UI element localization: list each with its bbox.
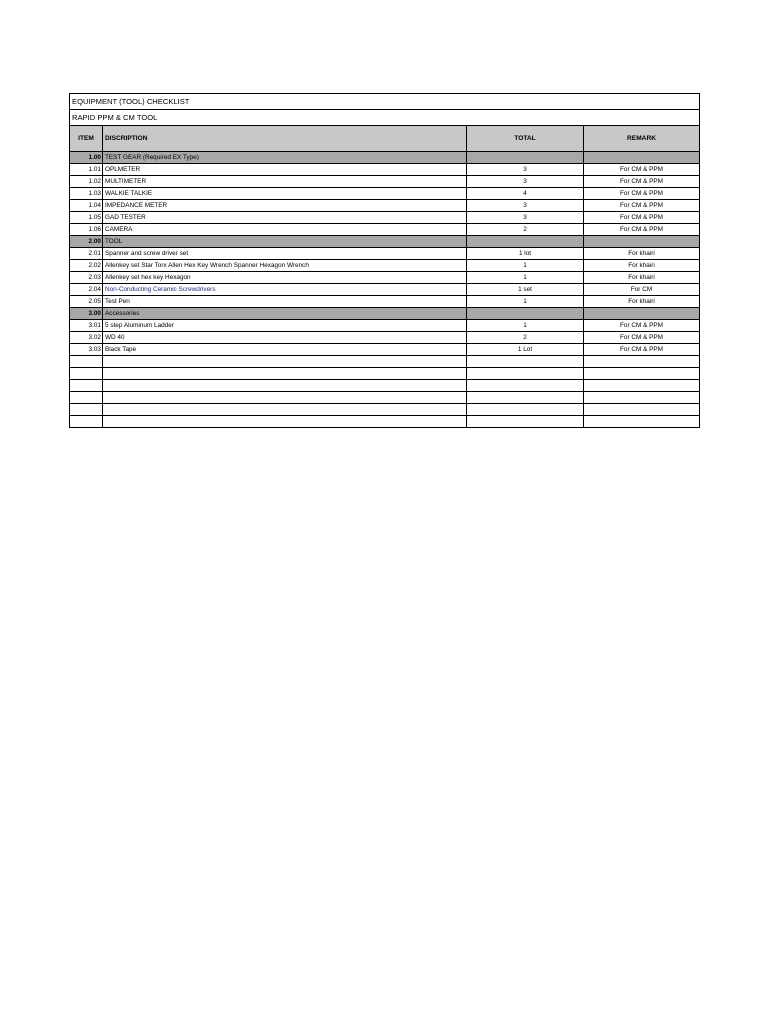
description-cell: Allenkey set hex key Hexagon bbox=[103, 272, 467, 284]
item-number-cell: 3.00 bbox=[70, 308, 103, 320]
table-row bbox=[70, 392, 700, 404]
table-row bbox=[70, 380, 700, 392]
remark-cell: For CM bbox=[584, 284, 700, 296]
total-cell bbox=[467, 236, 584, 248]
title-row bbox=[70, 94, 700, 110]
table-row bbox=[70, 260, 700, 272]
section-row bbox=[70, 152, 700, 164]
table-row bbox=[70, 404, 700, 416]
column-header-description: DISCRIPTION bbox=[103, 126, 467, 152]
remark-cell: For CM & PPM bbox=[584, 332, 700, 344]
remark-cell: For CM & PPM bbox=[584, 320, 700, 332]
subtitle-row bbox=[70, 110, 700, 126]
checklist-table bbox=[69, 93, 700, 428]
remark-cell: For CM & PPM bbox=[584, 200, 700, 212]
remark-cell bbox=[584, 152, 700, 164]
remark-cell: For CM & PPM bbox=[584, 212, 700, 224]
remark-cell: For khairi bbox=[584, 296, 700, 308]
item-number-cell: 1.04 bbox=[70, 200, 103, 212]
section-row bbox=[70, 236, 700, 248]
remark-cell: For CM & PPM bbox=[584, 224, 700, 236]
total-cell bbox=[467, 308, 584, 320]
remark-cell: For khairi bbox=[584, 272, 700, 284]
item-number-cell bbox=[70, 356, 103, 368]
document-subtitle: RAPID PPM & CM TOOL bbox=[70, 110, 700, 126]
item-number-cell: 2.03 bbox=[70, 272, 103, 284]
item-number-cell: 1.03 bbox=[70, 188, 103, 200]
remark-cell bbox=[584, 236, 700, 248]
remark-cell bbox=[584, 380, 700, 392]
checklist-sheet bbox=[69, 93, 699, 428]
remark-cell: For khairi bbox=[584, 260, 700, 272]
total-cell: 3 bbox=[467, 212, 584, 224]
item-number-cell: 1.06 bbox=[70, 224, 103, 236]
total-cell: 1 bbox=[467, 272, 584, 284]
item-number-cell: 2.00 bbox=[70, 236, 103, 248]
total-cell: 2 bbox=[467, 332, 584, 344]
item-number-cell: 2.05 bbox=[70, 296, 103, 308]
remark-cell bbox=[584, 356, 700, 368]
table-row bbox=[70, 200, 700, 212]
table-row bbox=[70, 296, 700, 308]
item-number-cell: 1.00 bbox=[70, 152, 103, 164]
total-cell: 3 bbox=[467, 164, 584, 176]
description-cell: TOOL bbox=[103, 236, 467, 248]
total-cell bbox=[467, 392, 584, 404]
column-header-total: TOTAL bbox=[467, 126, 584, 152]
description-cell: 5 step Aluminum Ladder bbox=[103, 320, 467, 332]
description-cell bbox=[103, 368, 467, 380]
description-cell: MULTIMETER bbox=[103, 176, 467, 188]
table-row bbox=[70, 212, 700, 224]
total-cell: 1 bbox=[467, 320, 584, 332]
total-cell: 1 bbox=[467, 296, 584, 308]
column-header-remark: REMARK bbox=[584, 126, 700, 152]
description-cell bbox=[103, 404, 467, 416]
description-cell bbox=[103, 392, 467, 404]
total-cell bbox=[467, 152, 584, 164]
description-cell bbox=[103, 416, 467, 428]
item-number-cell: 2.01 bbox=[70, 248, 103, 260]
total-cell: 3 bbox=[467, 200, 584, 212]
remark-cell bbox=[584, 416, 700, 428]
description-cell: Accessories bbox=[103, 308, 467, 320]
total-cell: 2 bbox=[467, 224, 584, 236]
total-cell bbox=[467, 380, 584, 392]
table-row bbox=[70, 248, 700, 260]
table-row bbox=[70, 368, 700, 380]
description-cell: WALKIE TALKIE bbox=[103, 188, 467, 200]
remark-cell: For CM & PPM bbox=[584, 344, 700, 356]
description-cell: CAMERA bbox=[103, 224, 467, 236]
description-cell: OPLMETER bbox=[103, 164, 467, 176]
column-header-item: ITEM bbox=[70, 126, 103, 152]
table-row bbox=[70, 344, 700, 356]
total-cell bbox=[467, 368, 584, 380]
description-cell: Spanner and screw driver set bbox=[103, 248, 467, 260]
remark-cell bbox=[584, 392, 700, 404]
description-cell: Test Pen bbox=[103, 296, 467, 308]
section-row bbox=[70, 308, 700, 320]
item-number-cell: 1.05 bbox=[70, 212, 103, 224]
table-row bbox=[70, 164, 700, 176]
description-cell: Non-Conducting Ceramic Screwdrivers bbox=[103, 284, 467, 296]
table-row bbox=[70, 284, 700, 296]
item-number-cell bbox=[70, 416, 103, 428]
table-row bbox=[70, 356, 700, 368]
remark-cell bbox=[584, 308, 700, 320]
table-row bbox=[70, 332, 700, 344]
total-cell bbox=[467, 416, 584, 428]
item-number-cell bbox=[70, 392, 103, 404]
item-number-cell: 2.02 bbox=[70, 260, 103, 272]
item-number-cell: 3.02 bbox=[70, 332, 103, 344]
item-number-cell: 3.03 bbox=[70, 344, 103, 356]
description-cell: Black Tape bbox=[103, 344, 467, 356]
description-cell: Allenkey set Star Torx Allen Hex Key Wrench Spanner Hexagon Wrench bbox=[103, 260, 467, 272]
table-row bbox=[70, 272, 700, 284]
table-row bbox=[70, 176, 700, 188]
description-cell bbox=[103, 356, 467, 368]
description-cell bbox=[103, 380, 467, 392]
item-number-cell: 1.02 bbox=[70, 176, 103, 188]
description-cell: IMPEDANCE METER bbox=[103, 200, 467, 212]
table-row bbox=[70, 320, 700, 332]
item-number-cell bbox=[70, 404, 103, 416]
item-number-cell: 1.01 bbox=[70, 164, 103, 176]
description-cell: GAD TESTER bbox=[103, 212, 467, 224]
document-title: EQUIPMENT (TOOL) CHECKLIST bbox=[70, 94, 700, 110]
total-cell bbox=[467, 356, 584, 368]
table-row bbox=[70, 188, 700, 200]
item-number-cell: 2.04 bbox=[70, 284, 103, 296]
total-cell bbox=[467, 404, 584, 416]
remark-cell bbox=[584, 404, 700, 416]
total-cell: 1 Lot bbox=[467, 344, 584, 356]
remark-cell: For CM & PPM bbox=[584, 176, 700, 188]
item-number-cell: 3.01 bbox=[70, 320, 103, 332]
description-cell: TEST GEAR (Required EX Type) bbox=[103, 152, 467, 164]
remark-cell: For khairi bbox=[584, 248, 700, 260]
column-header-row bbox=[70, 126, 700, 152]
total-cell: 3 bbox=[467, 176, 584, 188]
remark-cell: For CM & PPM bbox=[584, 164, 700, 176]
total-cell: 1 bbox=[467, 260, 584, 272]
table-row bbox=[70, 224, 700, 236]
item-number-cell bbox=[70, 380, 103, 392]
table-row bbox=[70, 416, 700, 428]
remark-cell bbox=[584, 368, 700, 380]
total-cell: 4 bbox=[467, 188, 584, 200]
remark-cell: For CM & PPM bbox=[584, 188, 700, 200]
item-number-cell bbox=[70, 368, 103, 380]
description-cell: WD 40 bbox=[103, 332, 467, 344]
total-cell: 1 lot bbox=[467, 248, 584, 260]
total-cell: 1 set bbox=[467, 284, 584, 296]
